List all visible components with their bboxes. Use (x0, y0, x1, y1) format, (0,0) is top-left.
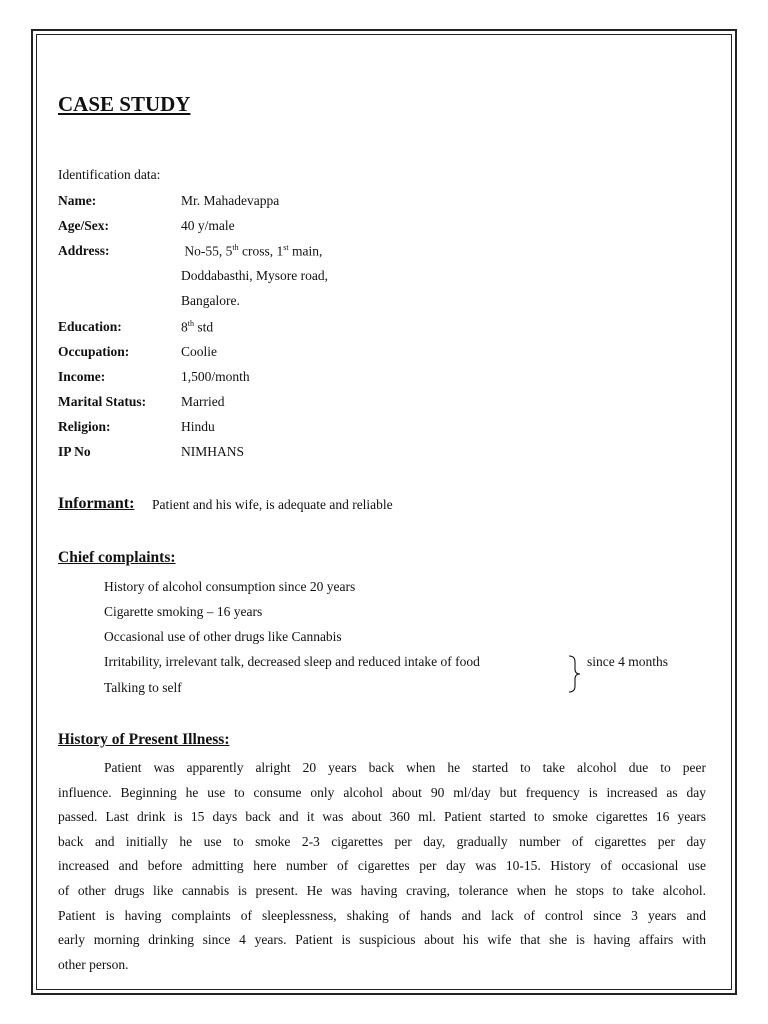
complaint-item: Occasional use of other drugs like Cannabis (104, 629, 342, 644)
curly-brace-icon (566, 654, 586, 694)
document-title: CASE STUDY (58, 92, 191, 116)
address-line-1: No-55, 5th cross, 1st main, (181, 243, 323, 259)
religion-label: Religion: (58, 419, 111, 434)
marital-status-value: Married (181, 394, 225, 409)
complaint-item: History of alcohol consumption since 20 years (104, 579, 356, 594)
age-sex-label: Age/Sex: (58, 218, 109, 233)
religion-value: Hindu (181, 419, 215, 434)
present-illness-heading: History of Present Illness: (58, 731, 230, 748)
name-label: Name: (58, 193, 97, 208)
informant-text: Patient and his wife, is adequate and reliable (152, 497, 393, 512)
chief-complaints-heading: Chief complaints: (58, 549, 176, 566)
age-sex-value: 40 y/male (181, 218, 235, 233)
paragraph-line: increased and before admitting here number of cigarettes per day was 10-15. History of occasional use (58, 858, 706, 874)
complaint-item: Talking to self (104, 680, 182, 695)
identification-heading: Identification data: (58, 167, 161, 182)
ip-no-value: NIMHANS (181, 444, 245, 459)
occupation-label: Occupation: (58, 344, 130, 359)
present-illness-paragraph (58, 756, 706, 977)
paragraph-line: other person. (58, 956, 129, 972)
address-label: Address: (58, 243, 110, 258)
address-line-3: Bangalore. (181, 293, 240, 308)
informant-heading: Informant: (58, 495, 135, 512)
marital-status-label: Marital Status: (58, 394, 147, 409)
education-label: Education: (58, 319, 122, 334)
ip-no-label: IP No (58, 444, 91, 459)
paragraph-line: Patient was apparently alright 20 years back when he started to take alcohol due to peer (104, 760, 706, 775)
paragraph-line: back and initially he use to smoke 2-3 cigarettes per day, gradually number of cigarettes per day (58, 833, 706, 849)
paragraph-line: of other drugs like cannabis is present. He was having craving, tolerance when he stops to take alcohol. (58, 882, 706, 898)
name-value: Mr. Mahadevappa (181, 193, 280, 208)
bracket-note: since 4 months (587, 654, 668, 669)
address-line-2: Doddabasthi, Mysore road, (181, 268, 328, 283)
education-value: 8th std (181, 319, 214, 335)
complaint-item: Cigarette smoking – 16 years (104, 604, 263, 619)
paragraph-line: passed. Last drink is 15 days back and it was about 360 ml. Patient started to smoke cigarettes 16 years (58, 809, 706, 825)
complaint-item: Irritability, irrelevant talk, decreased sleep and reduced intake of food (104, 654, 480, 669)
occupation-value: Coolie (181, 344, 217, 359)
income-label: Income: (58, 369, 106, 384)
paragraph-line: Patient is having complaints of sleeplessness, shaking of hands and lack of control since 3 years and (58, 907, 706, 923)
paragraph-line: early morning drinking since 4 years. Patient is suspicious about his wife that she is having affairs with (58, 932, 706, 948)
paragraph-line: influence. Beginning he use to consume only alcohol about 90 ml/day but frequency is increased as day (58, 784, 706, 800)
income-value: 1,500/month (181, 369, 250, 384)
